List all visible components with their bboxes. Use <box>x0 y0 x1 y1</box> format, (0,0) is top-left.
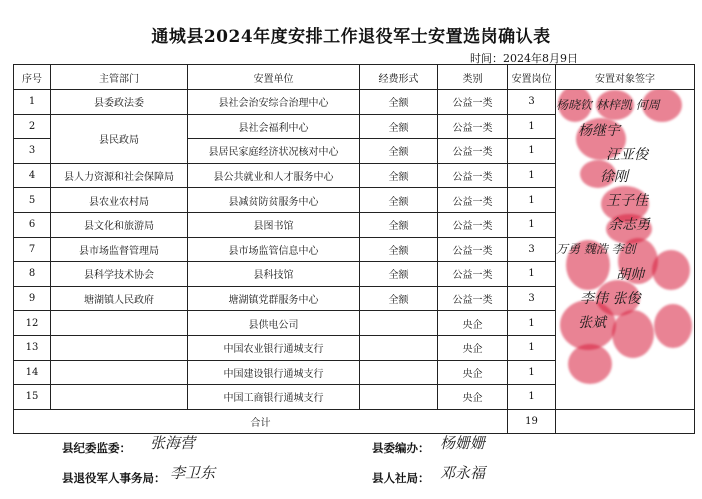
signature: 杨继宇 <box>578 123 620 139</box>
fingerprint-stamp <box>654 304 692 348</box>
cell-unit: 县市场监管信息中心 <box>188 237 360 262</box>
cell-funding <box>360 335 438 360</box>
fingerprint-stamp <box>568 344 612 384</box>
header-unit: 安置单位 <box>188 65 360 90</box>
total-label: 合计 <box>14 409 508 434</box>
cell-category: 央企 <box>438 385 508 410</box>
header-sign: 安置对象签字 <box>556 65 695 90</box>
cell-seq: 14 <box>14 360 51 385</box>
cell-funding: 全额 <box>360 188 438 213</box>
cell-dept <box>51 360 188 385</box>
cell-posts: 1 <box>508 385 556 410</box>
cell-posts: 3 <box>508 286 556 311</box>
cell-funding <box>360 311 438 336</box>
cell-category: 公益一类 <box>438 163 508 188</box>
cell-category: 公益一类 <box>438 90 508 115</box>
document-title: 通城县2024年度安排工作退役军士安置选岗确认表 <box>151 27 551 47</box>
signature: 余志勇 <box>608 217 650 233</box>
cell-seq: 6 <box>14 212 51 237</box>
signature: 李伟 张俊 <box>580 291 641 307</box>
cell-funding <box>360 360 438 385</box>
cell-unit: 县社会治安综合治理中心 <box>188 90 360 115</box>
cell-posts: 1 <box>508 188 556 213</box>
cell-posts: 1 <box>508 335 556 360</box>
cell-category: 公益一类 <box>438 237 508 262</box>
cell-seq: 12 <box>14 311 51 336</box>
cell-seq: 15 <box>14 385 51 410</box>
cell-unit: 县供电公司 <box>188 311 360 336</box>
cell-funding: 全额 <box>360 262 438 287</box>
cell-posts: 1 <box>508 163 556 188</box>
table-row <box>14 90 695 115</box>
table-header-row <box>14 65 695 90</box>
cell-dept: 塘湖镇人民政府 <box>51 286 188 311</box>
document-date: 时间：2024年8月9日 <box>470 52 578 65</box>
cell-category: 央企 <box>438 311 508 336</box>
staffing-label: 县委编办： <box>372 441 430 455</box>
cell-category: 央企 <box>438 335 508 360</box>
cell-unit: 县公共就业和人才服务中心 <box>188 163 360 188</box>
cell-dept: 县文化和旅游局 <box>51 212 188 237</box>
signature: 汪亚俊 <box>606 147 648 163</box>
header-funding: 经费形式 <box>360 65 438 90</box>
signature-column <box>556 90 695 410</box>
cell-posts: 3 <box>508 90 556 115</box>
discipline-signature: 张海营 <box>150 434 196 452</box>
cell-seq: 13 <box>14 335 51 360</box>
signature: 王子佳 <box>606 193 648 209</box>
cell-seq: 1 <box>14 90 51 115</box>
signature: 张斌 <box>578 315 606 331</box>
cell-category: 央企 <box>438 360 508 385</box>
cell-funding: 全额 <box>360 139 438 164</box>
cell-unit: 县社会福利中心 <box>188 114 360 139</box>
cell-dept: 县科学技术协会 <box>51 262 188 287</box>
fingerprint-stamp <box>612 310 654 358</box>
cell-unit: 中国建设银行通城支行 <box>188 360 360 385</box>
cell-funding: 全额 <box>360 163 438 188</box>
cell-category: 公益一类 <box>438 262 508 287</box>
cell-dept <box>51 385 188 410</box>
cell-posts: 1 <box>508 139 556 164</box>
total-value: 19 <box>508 409 556 434</box>
cell-posts: 1 <box>508 114 556 139</box>
cell-dept: 县民政局 <box>51 114 188 163</box>
cell-category: 公益一类 <box>438 114 508 139</box>
cell-unit: 中国工商银行通城支行 <box>188 385 360 410</box>
cell-category: 公益一类 <box>438 188 508 213</box>
hr-signature: 邓永福 <box>440 464 486 482</box>
cell-unit: 县减贫防贫服务中心 <box>188 188 360 213</box>
staffing-signature: 杨姗姗 <box>440 434 486 452</box>
cell-posts: 1 <box>508 360 556 385</box>
placement-table <box>13 64 695 434</box>
cell-posts: 3 <box>508 237 556 262</box>
cell-unit: 中国农业银行通城支行 <box>188 335 360 360</box>
cell-funding: 全额 <box>360 90 438 115</box>
cell-category: 公益一类 <box>438 286 508 311</box>
cell-category: 公益一类 <box>438 212 508 237</box>
cell-posts: 1 <box>508 212 556 237</box>
total-row <box>14 409 695 434</box>
cell-funding: 全额 <box>360 212 438 237</box>
cell-posts: 1 <box>508 262 556 287</box>
veterans-label: 县退役军人事务局： <box>62 471 166 485</box>
cell-seq: 9 <box>14 286 51 311</box>
cell-funding: 全额 <box>360 114 438 139</box>
cell-seq: 8 <box>14 262 51 287</box>
signature: 胡帅 <box>616 267 644 283</box>
total-sign-cell <box>556 409 695 434</box>
cell-dept <box>51 311 188 336</box>
cell-seq: 3 <box>14 139 51 164</box>
veterans-signature: 李卫东 <box>170 464 216 482</box>
header-dept: 主管部门 <box>51 65 188 90</box>
hr-label: 县人社局： <box>372 471 430 485</box>
cell-dept: 县农业农村局 <box>51 188 188 213</box>
cell-category: 公益一类 <box>438 139 508 164</box>
cell-seq: 7 <box>14 237 51 262</box>
cell-funding <box>360 385 438 410</box>
cell-dept: 县委政法委 <box>51 90 188 115</box>
cell-funding: 全额 <box>360 237 438 262</box>
cell-unit: 县居民家庭经济状况核对中心 <box>188 139 360 164</box>
cell-seq: 2 <box>14 114 51 139</box>
cell-unit: 县图书馆 <box>188 212 360 237</box>
cell-dept: 县人力资源和社会保障局 <box>51 163 188 188</box>
cell-unit: 塘湖镇党群服务中心 <box>188 286 360 311</box>
cell-unit: 县科技馆 <box>188 262 360 287</box>
cell-dept: 县市场监督管理局 <box>51 237 188 262</box>
signature: 万勇 魏浩 李创 <box>556 242 636 256</box>
header-seq: 序号 <box>14 65 51 90</box>
header-category: 类别 <box>438 65 508 90</box>
cell-seq: 5 <box>14 188 51 213</box>
header-posts: 安置岗位 <box>508 65 556 90</box>
signature: 徐刚 <box>600 169 628 185</box>
fingerprint-stamp <box>652 250 690 290</box>
cell-seq: 4 <box>14 163 51 188</box>
cell-funding: 全额 <box>360 286 438 311</box>
signature: 杨晓钦 林梓凯 何周 <box>556 98 660 112</box>
cell-dept <box>51 335 188 360</box>
cell-posts: 1 <box>508 311 556 336</box>
discipline-label: 县纪委监委： <box>62 441 131 455</box>
